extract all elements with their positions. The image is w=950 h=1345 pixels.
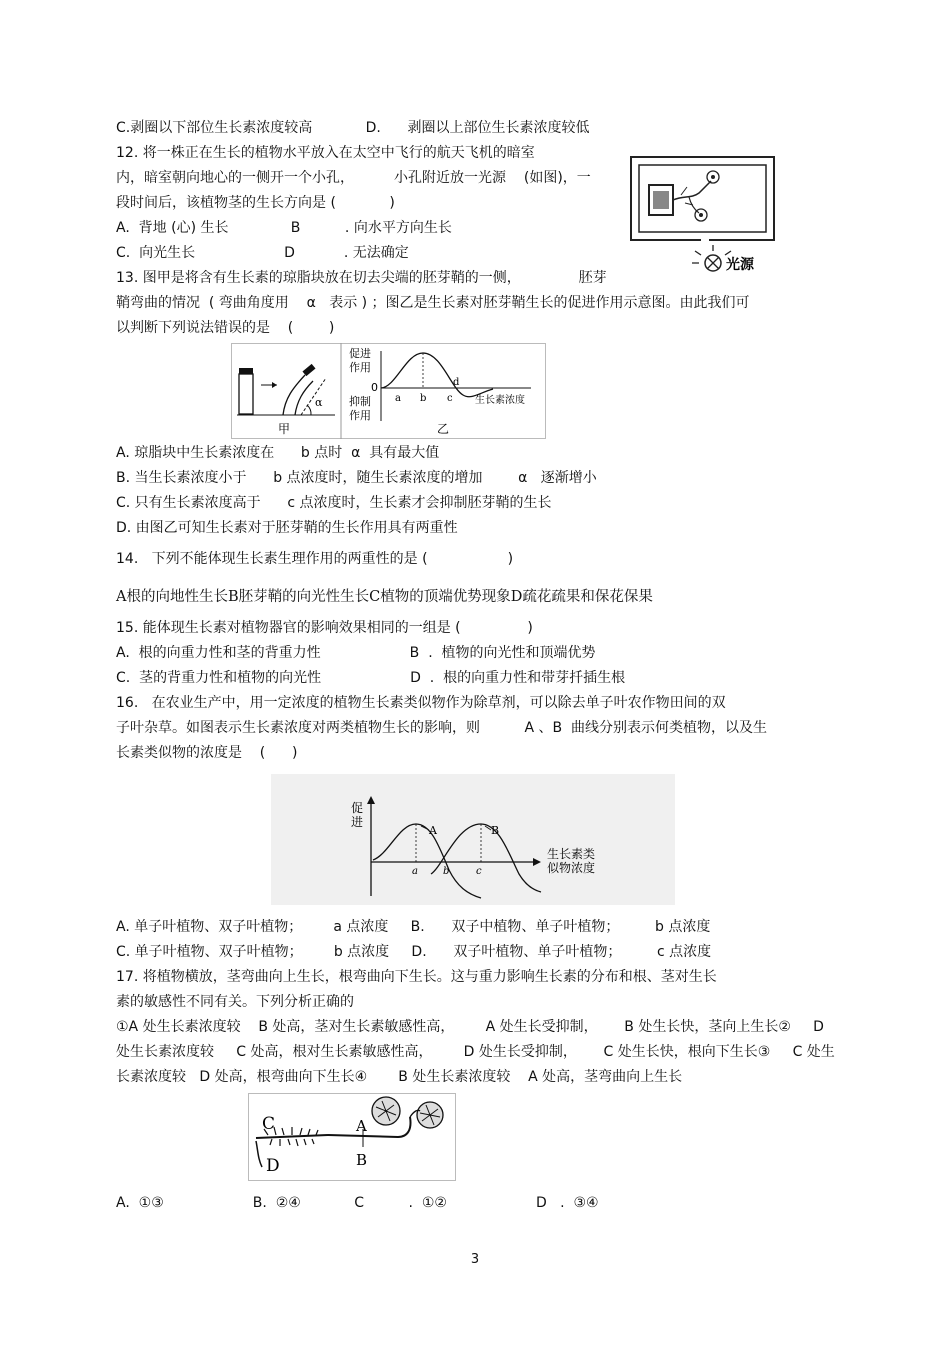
line-1: C.剥圈以下部位生长素浓度较高 D. 剥圈以上部位生长素浓度较低 bbox=[116, 120, 590, 136]
line-15: A根的向地性生长B胚芽鞘的向光性生长C植物的顶端优势现象D疏花疏果和保花保果 bbox=[116, 589, 653, 605]
line-23: C. 单子叶植物、双子叶植物； b 点浓度 D. 双子叶植物、单子叶植物； c 点浓度 bbox=[116, 944, 712, 960]
y-label-promote-2: 作用 bbox=[349, 361, 371, 374]
point-a: a bbox=[395, 393, 401, 404]
point-c: c bbox=[447, 393, 453, 404]
line-7: 13. 图甲是将含有生长素的琼脂块放在切去尖端的胚芽鞘的一侧， 胚芽 bbox=[116, 270, 607, 286]
x-label-2: 似物浓度 bbox=[547, 861, 596, 875]
point-c: c bbox=[476, 866, 482, 877]
line-19: 16. 在农业生产中，用一定浓度的植物生长素类似物作为除草剂，可以除去单子叶农作物田间的双 bbox=[116, 695, 726, 711]
x-axis-label: 生长素浓度 bbox=[475, 395, 525, 406]
page-number: 3 bbox=[470, 1252, 480, 1267]
point-b: b bbox=[443, 866, 450, 877]
line-12: C. 只有生长素浓度高于 c 点浓度时，生长素才会抑制胚芽鞘的生长 bbox=[116, 495, 552, 511]
label-c: C bbox=[262, 1114, 276, 1134]
y-label-inhibit-1: 抑制 bbox=[349, 395, 371, 408]
y-label-1: 促 bbox=[351, 801, 364, 815]
y-label-inhibit-2: 作用 bbox=[349, 409, 371, 422]
label-d: D bbox=[266, 1156, 280, 1176]
line-4: 段时间后，该植物茎的生长方向是 ( ) bbox=[116, 195, 395, 211]
label-b: B bbox=[356, 1151, 368, 1169]
curve-b-label: B bbox=[491, 824, 500, 837]
line-3: 内，暗室朝向地心的一侧开一个小孔， 小孔附近放一光源 (如图)，一 bbox=[116, 170, 591, 186]
y-label-promote-1: 促进 bbox=[349, 347, 371, 360]
line-13: D. 由图乙可知生长素对于胚芽鞘的生长作用具有两重性 bbox=[116, 520, 458, 536]
jia-caption: 甲 bbox=[278, 422, 291, 436]
line-27: 处生长素浓度较 C 处高，根对生长素敏感性高， D 处生长受抑制， C 处生长快，根向下生长③ C 处生 bbox=[116, 1044, 835, 1060]
x-label-1: 生长素类 bbox=[547, 847, 596, 861]
figure-q16 bbox=[271, 774, 675, 905]
line-17: A. 根的向重力性和茎的背重力性 B . 植物的向光性和顶端优势 bbox=[116, 645, 596, 661]
figure-q13 bbox=[231, 343, 546, 439]
point-a: a bbox=[412, 866, 418, 877]
figure-q12 bbox=[629, 155, 776, 280]
origin-label: 0 bbox=[371, 381, 378, 394]
line-16: 15. 能体现生长素对植物器官的影响效果相同的一组是 ( ) bbox=[116, 620, 533, 636]
point-d: d bbox=[453, 377, 460, 388]
curve-a-label: A bbox=[429, 824, 437, 837]
label-a: A bbox=[356, 1117, 367, 1135]
line-11: B. 当生长素浓度小于 b 点浓度时，随生长素浓度的增加 α 逐渐增小 bbox=[116, 470, 597, 486]
line-8: 鞘弯曲的情况 ( 弯曲角度用 α 表示 ) ；图乙是生长素对胚芽鞘生长的促进作用示意图。由此我们可 bbox=[116, 295, 750, 311]
line-25: 素的敏感性不同有关。下列分析正确的 bbox=[116, 994, 354, 1010]
point-b: b bbox=[420, 393, 427, 404]
line-21: 长素类似物的浓度是 ( ) bbox=[116, 745, 298, 761]
figure-q17 bbox=[248, 1093, 456, 1181]
line-18: C. 茎的背重力性和植物的向光性 D . 根的向重力性和带芽扦插生根 bbox=[116, 670, 626, 686]
line-29: A. ①③ B. ②④ C . ①② D . ③④ bbox=[116, 1195, 599, 1211]
light-source-label: 光源 bbox=[726, 257, 754, 273]
line-22: A. 单子叶植物、双子叶植物； a 点浓度 B. 双子中植物、单子叶植物； b 点浓度 bbox=[116, 919, 711, 935]
y-label-2: 进 bbox=[351, 815, 364, 829]
line-26: ①A 处生长素浓度较 B 处高，茎对生长素敏感性高， A 处生长受抑制， B 处生长快，茎向上生长② D bbox=[116, 1019, 824, 1035]
line-24: 17. 将植物横放，茎弯曲向上生长，根弯曲向下生长。这与重力影响生长素的分布和根、茎对生长 bbox=[116, 969, 717, 985]
line-6: C. 向光生长 D . 无法确定 bbox=[116, 245, 409, 261]
line-10: A. 琼脂块中生长素浓度在 b 点时 α 具有最大值 bbox=[116, 445, 440, 461]
alpha-label: α bbox=[315, 396, 323, 409]
line-28: 长素浓度较 D 处高，根弯曲向下生长④ B 处生长素浓度较 A 处高，茎弯曲向上生长 bbox=[116, 1069, 683, 1085]
line-14: 14. 下列不能体现生长素生理作用的两重性的是 ( ) bbox=[116, 551, 514, 567]
line-5: A. 背地 (心) 生长 B . 向水平方向生长 bbox=[116, 220, 452, 236]
line-20: 子叶杂草。如图表示生长素浓度对两类植物生长的影响，则 A 、B 曲线分别表示何类植物，以及生 bbox=[116, 720, 768, 736]
line-9: 以判断下列说法错误的是 ( ) bbox=[116, 320, 335, 336]
line-2: 12. 将一株正在生长的植物水平放入在太空中飞行的航天飞机的暗室 bbox=[116, 145, 535, 161]
yi-caption: 乙 bbox=[437, 422, 450, 436]
